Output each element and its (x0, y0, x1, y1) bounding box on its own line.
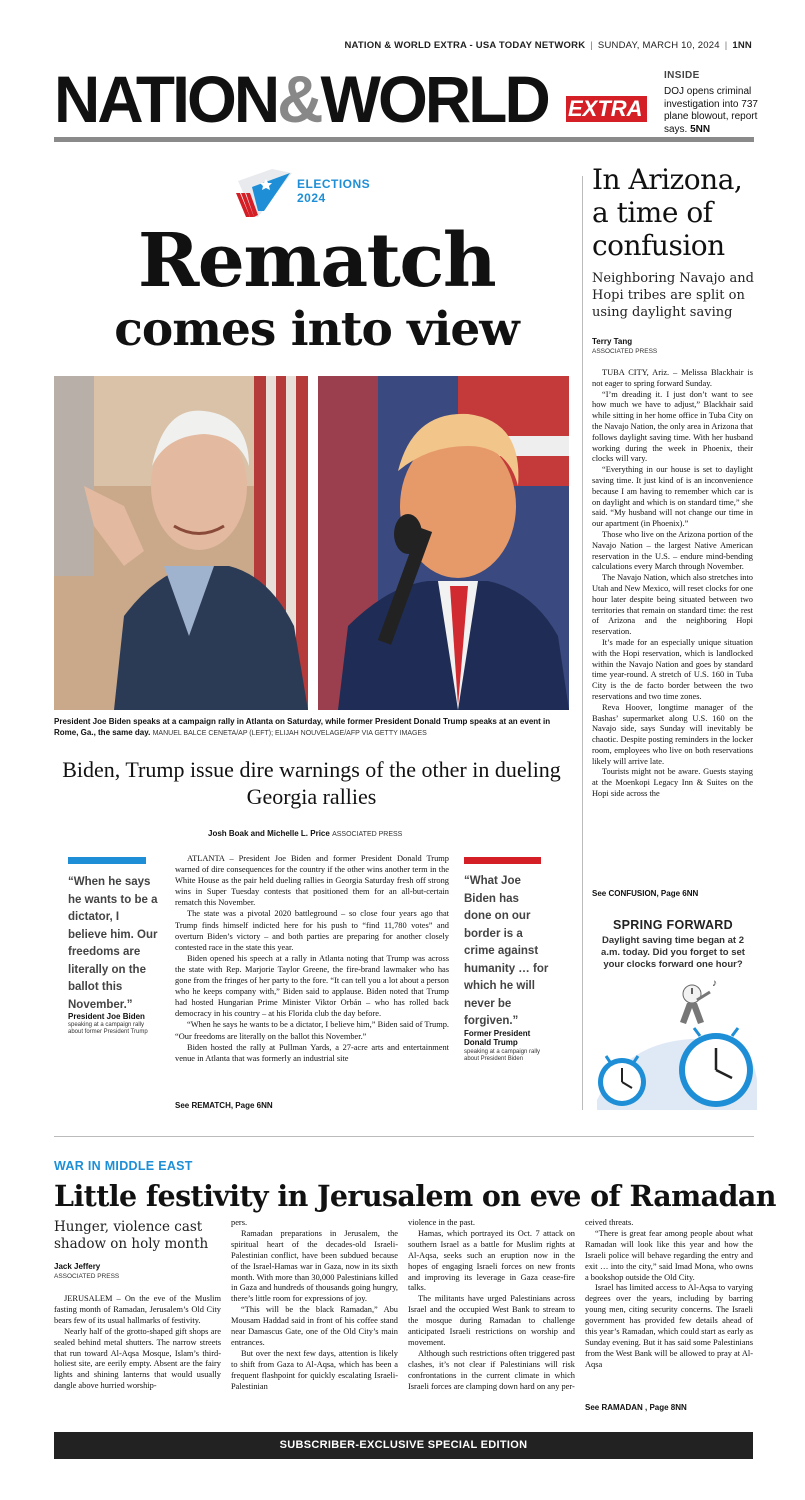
jerusalem-headline[interactable]: Little festivity in Jerusalem on eve of Ramadan (54, 1179, 776, 1213)
svg-text:♪: ♪ (712, 978, 717, 989)
quote-right-bar (464, 857, 541, 864)
lead-article-body (175, 853, 449, 1064)
body-paragraph: TUBA CITY, Ariz. – Melissa Blackhair is not eager to spring forward Sunday. (592, 368, 753, 388)
body-paragraph: It’s made for an especially unique situation with the Hopi reservation, which is landlocked within the Navajo Nation and goes by standard time year-round. A stretch of U.S. 160 in Tuba City is the de facto border between the two reservations and two time zones. (592, 637, 753, 701)
photo-caption: President Joe Biden speaks at a campaign rally in Atlanta on Saturday, while former President Donald Trump speaks at an event in Rome, Ga., the same day. MANUEL BALCE CENETA/AP (LEFT); ELIJAH NOUVELAGE/AFP VIA GETTY IMAGES (54, 717, 551, 737)
body-paragraph: The Navajo Nation, which also stretches into Utah and New Mexico, will reset clocks for one hour later despite being situated between two territories that remain on standard time: the rest of Arizona and the neighboring Hopi reservation. (592, 573, 753, 637)
lead-headline[interactable]: Rematch (137, 218, 496, 304)
arizona-deck: Neighboring Navajo and Hopi tribes are split on using daylight saving (592, 271, 754, 320)
lead-headline-line2[interactable]: comes into view (114, 302, 519, 357)
body-continuation: pers. (231, 1218, 248, 1227)
body-paragraph: “There is great fear among people about what Ramadan will look like this year and how the Israeli police will behave regarding the entry and exit … into the city,” said Imad Mona, who owns a bookshop outside the Old City. (585, 1228, 753, 1282)
body-paragraph: Hamas, which portrayed its Oct. 7 attack on southern Israel as a battle for Muslim rights at Al-Aqsa, seeks such an eruption now in the hopes of engaging Israeli forces on new fronts and improving its leverage in Gaza cease-fire talks. (408, 1228, 575, 1293)
pull-quote-trump: “What Joe Biden has done on our border is a crime against humanity … for which he will never be forgiven.” (464, 875, 549, 1027)
biden-photo (54, 376, 308, 710)
section-divider (54, 1136, 754, 1137)
body-paragraph: Israel has limited access to Al-Aqsa to varying degrees over the years, including by barring young men, citing security concerns. The Israeli government has provided few details ahead of this year’s Ramadan, which could start as early as Sunday evening. But it has said some Palestinians from the West Bank will be allowed to pray at Al-Aqsa (585, 1283, 753, 1369)
body-paragraph: The militants have urged Palestinians across Israel and the occupied West Bank to stream to the mosque during Ramadan to challenge anticipated Israeli restrictions on worship and movement. (408, 1294, 575, 1347)
jerusalem-column-4 (585, 1218, 753, 1371)
page-number: 1NN (732, 40, 752, 51)
inside-teaser[interactable]: DOJ opens criminal investigation into 737 plane blowout, report says. 5NN (664, 86, 758, 135)
arizona-headline[interactable]: In Arizona, a time of confusion (592, 163, 743, 262)
body-paragraph: The state was a pivotal 2020 battleground – so close four years ago that Trump finds himself indicted here for his push to “find 11,780 votes” and overturn Biden’s victory – and both parties are preparing for another closely contested race in the state this year. (175, 909, 449, 952)
pull-quote-trump-attribution: Former President Donald Trump (464, 1029, 531, 1047)
jump-link-confusion[interactable]: See CONFUSION, Page 6NN (592, 889, 699, 898)
arizona-article-body (592, 368, 753, 800)
jerusalem-byline-org: ASSOCIATED PRESS (54, 1273, 120, 1280)
issue-date: SUNDAY, MARCH 10, 2024 (597, 40, 720, 51)
masthead-extra-badge: EXTRA (566, 96, 647, 122)
body-paragraph: “I’m dreading it. I just don’t want to see how much we have to adjust,” Blackhair said while sitting in her home office in Tuba City on the Navajo Nation, the only area in Arizona that follows daylight saving time. With her husband working during the week in Phoenix, their clocks will vary. (592, 389, 753, 464)
inside-label: INSIDE (664, 70, 700, 81)
inside-page-ref: 5NN (690, 123, 711, 135)
pull-quote-trump-role: speaking at a campaign rally about President Biden (464, 1049, 541, 1062)
spring-forward-text: Daylight saving time began at 2 a.m. today. Did you forget to set your clocks forward one hour? (601, 935, 745, 970)
jump-link-ramadan[interactable]: See RAMADAN , Page 8NN (585, 1403, 687, 1412)
body-paragraph: “Everything in our house is set to daylight saving time. It just kind of is an inconvenience because I am having to remember which car is on daylight and which is on standard time,” she said. “My husband will not change our time in our apartment (in Phoenix).” (592, 465, 753, 529)
body-paragraph: “This will be the black Ramadan,” Abu Mousam Haddad said in front of his coffee stand near Damascus Gate, one of the Old City’s main entrances. (231, 1305, 398, 1347)
masthead-rule (54, 137, 754, 142)
section-kicker: WAR IN MIDDLE EAST (54, 1159, 193, 1173)
trump-photo (318, 376, 569, 710)
arizona-byline-org: ASSOCIATED PRESS (592, 348, 658, 355)
quote-left-bar (68, 857, 146, 864)
dateline: NATION & WORLD EXTRA - USA TODAY NETWORK | SUNDAY, MARCH 10, 2024 | 1NN (344, 40, 752, 51)
masthead-logo: NATION&WORLD (54, 62, 548, 136)
lead-subheadline[interactable]: Biden, Trump issue dire warnings of the other in dueling Georgia rallies (62, 757, 561, 809)
jump-link-rematch[interactable]: See REMATCH, Page 6NN (175, 1101, 273, 1110)
jerusalem-deck: Hunger, violence cast shadow on holy month (54, 1219, 209, 1252)
jerusalem-column-3 (408, 1218, 575, 1393)
photo-credit: MANUEL BALCE CENETA/AP (LEFT); ELIJAH NOUVELAGE/AFP VIA GETTY IMAGES (152, 730, 427, 737)
body-continuation: violence in the past. (408, 1218, 475, 1227)
footer-banner: SUBSCRIBER-EXCLUSIVE SPECIAL EDITION (54, 1432, 753, 1459)
elections-logo-text: ELECTIONS 2024 (297, 177, 371, 205)
pull-quote-biden-role: speaking at a campaign rally about former President Trump (68, 1022, 148, 1035)
body-paragraph: “When he says he wants to be a dictator, I believe him,” Biden said of Trump. “Our freedoms are literally on the ballot this November.” (175, 1020, 449, 1041)
lead-byline: Josh Boak and Michelle L. Price ASSOCIATED PRESS (208, 829, 403, 838)
alarm-clock-icon (592, 970, 757, 1110)
pull-quote-biden-attribution: President Joe Biden (68, 1012, 145, 1021)
section-name: NATION & WORLD EXTRA - USA TODAY NETWORK (344, 40, 586, 51)
body-paragraph: Those who live on the Arizona portion of the Navajo Nation – the largest Native American reservation in the U.S. – endure mind-bending calculations every March through November. (592, 529, 753, 572)
body-paragraph: JERUSALEM – On the eve of the Muslim fasting month of Ramadan, Jerusalem’s Old City bears few of its usual hallmarks of festivity. (54, 1294, 221, 1325)
body-paragraph: ATLANTA – President Joe Biden and former President Donald Trump warned of dire consequences for the country if the other wins another term in the White House as the pair held dueling rallies in Georgia Saturday fresh off strong wins in Super Tuesday contests that positioned them for an all-but-certain rematch this November. (175, 854, 449, 908)
body-paragraph: But over the next few days, attention is likely to shift from Gaza to Al-Aqsa, which has been a frequent flashpoint for quickly escalating Israeli-Palestinian (231, 1348, 398, 1391)
body-paragraph: Biden opened his speech at a rally in Atlanta noting that Trump was across the state with Rep. Marjorie Taylor Greene, the fire-brand lawmaker who has gone from the fringes of her party to the fore. “It can tell you a lot about a person who he keeps company with,” Biden said to applause. Biden noted that Trump had hosted Hungarian Prime Minister Viktor Orbán – who has rolled back democracy in his country – at his Florida club the day before. (175, 953, 449, 1019)
body-continuation: ceived threats. (585, 1218, 634, 1227)
jerusalem-byline: Jack Jeffery (54, 1262, 101, 1271)
jerusalem-column-1 (54, 1294, 221, 1392)
column-divider (582, 176, 583, 1110)
elections-flag-icon (232, 167, 296, 219)
pull-quote-biden: “When he says he wants to be a dictator, I believe him. Our freedoms are literally on the ballot this November.” (68, 876, 158, 1011)
body-paragraph: Biden hosted the rally at Pullman Yards, a 27-acre arts and entertainment venue in Atlanta that was formerly an industrial site (175, 1042, 449, 1063)
jerusalem-column-2 (231, 1218, 398, 1393)
body-paragraph: Tourists might not be aware. Guests staying at the Moenkopi Legacy Inn & Suites on the Hopi side across the (592, 767, 753, 799)
body-paragraph: Ramadan preparations in Jerusalem, the spiritual heart of the decades-old Israeli-Palestinian conflict, have been subdued because of the Israel-Hamas war in Gaza, now in its sixth month. With more than 30,000 Palestinians killed in Gaza and hundreds of thousands going hungry, there’s little room for expressions of joy. (231, 1228, 398, 1304)
body-paragraph: Reva Hoover, longtime manager of the Bashas’ supermarket along U.S. 160 on the Navajo side, says Sunday will inevitably be chaotic. Despite posting reminders in the locker room, employees who live on both reservations likely will arrive late. (592, 702, 753, 766)
arizona-byline: Terry Tang (592, 337, 633, 346)
body-paragraph: Although such restrictions often triggered past clashes, it’s not clear if Palestinians will risk confrontations in the current climate in which Israeli forces are clamping down hard on any per- (408, 1348, 575, 1391)
spring-forward-title: SPRING FORWARD (613, 918, 733, 932)
body-paragraph: Nearly half of the grotto-shaped gift shops are sealed behind metal shutters. The narrow streets that run toward Al-Aqsa Mosque, Islam’s third-holiest site, are eerily empty. Absent are the fairy lights and shining lanterns that would usually dangle above hurried worship- (54, 1326, 221, 1391)
